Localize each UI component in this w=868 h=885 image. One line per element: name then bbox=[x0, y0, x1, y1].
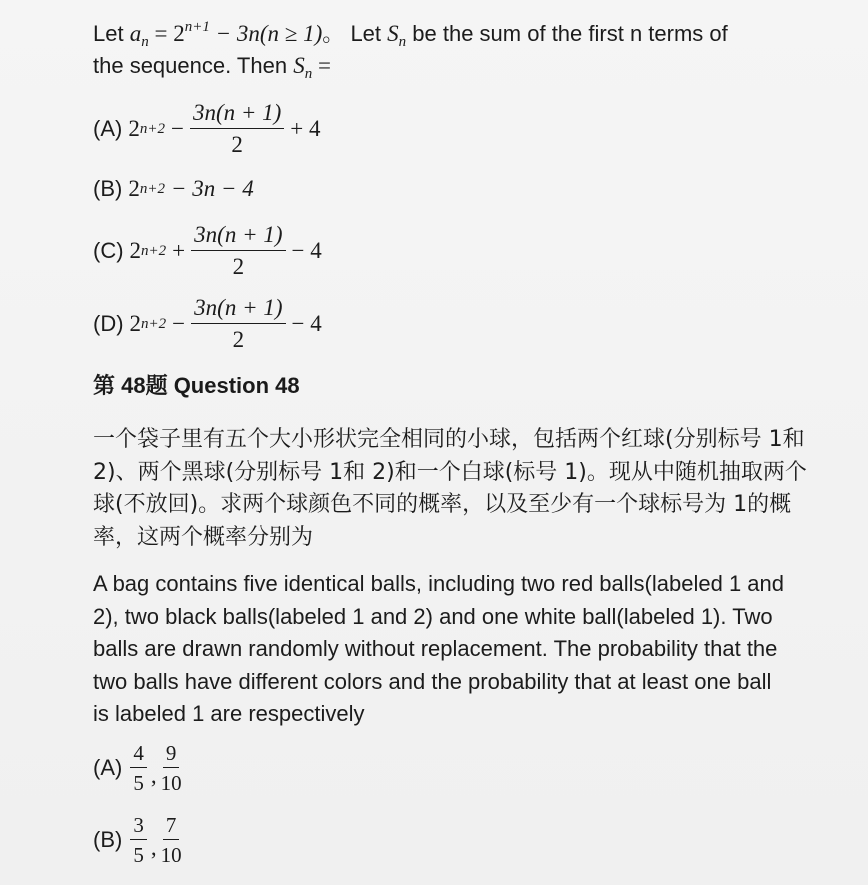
fraction-denominator: 5 bbox=[133, 843, 144, 867]
option-label: (B) bbox=[93, 176, 123, 201]
option-fraction bbox=[191, 295, 285, 353]
option-base: 2 bbox=[129, 311, 142, 336]
option-separator: , bbox=[150, 763, 157, 788]
stem-word: Let bbox=[93, 21, 124, 46]
then-sum bbox=[293, 53, 313, 82]
option-base: 2 bbox=[128, 176, 140, 201]
fraction-numerator: 9 bbox=[163, 741, 180, 768]
option-label: (B) bbox=[93, 827, 123, 852]
option-tail: − 4 bbox=[291, 238, 322, 263]
chinese-line: 一个袋子里有五个大小形状完全相同的小球，包括两个红球(分别标号 1和 bbox=[93, 427, 805, 452]
sum-term bbox=[387, 21, 407, 50]
q47-option-d[interactable]: (D) 2 n+2 − $\frac{3n(n + 1)}{2}$ − 4 bbox=[93, 295, 322, 352]
fraction-denominator: 2 bbox=[232, 327, 245, 352]
option-label: (D) bbox=[93, 311, 124, 336]
stem-period: 。 bbox=[322, 21, 345, 46]
option-label: (A) bbox=[93, 755, 123, 780]
stem-line-1 bbox=[93, 18, 833, 50]
chinese-line: 球(不放回)。求两个球颜色不同的概率，以及至少有一个球标号为 1的概 bbox=[93, 492, 792, 517]
option-separator: , bbox=[150, 835, 157, 860]
option-fraction-2 bbox=[161, 813, 182, 867]
option-operator: − bbox=[172, 311, 186, 336]
sum-subscript: n bbox=[398, 34, 407, 50]
fraction-numerator: 3n(n + 1) bbox=[191, 295, 285, 324]
chinese-line: 率，这两个概率分别为 bbox=[93, 524, 314, 550]
english-line: is labeled 1 are respectively bbox=[93, 701, 365, 726]
option-rest: − 3n − 4 bbox=[170, 176, 254, 201]
fraction-denominator: 5 bbox=[133, 771, 144, 795]
stem-line2-text: the sequence. Then bbox=[93, 53, 288, 78]
fraction-denominator: 10 bbox=[160, 843, 182, 867]
question-48-heading: 第 48题 Question 48 bbox=[93, 373, 300, 398]
seq-exponent: n+1 bbox=[184, 19, 210, 35]
chinese-line: 2)、两个黑球(分别标号 1和 2)和一个白球(标号 1)。现从中随机抽取两个 bbox=[93, 459, 807, 485]
seq-rest: − 3n(n ≥ 1) bbox=[209, 21, 323, 46]
stem-line-2 bbox=[93, 50, 833, 82]
option-fraction-1 bbox=[130, 813, 147, 867]
option-label: (C) bbox=[93, 238, 124, 263]
seq-symbol: a bbox=[129, 21, 142, 46]
question-48-english bbox=[93, 568, 833, 731]
english-line: A bag contains five identical balls, including two red balls(labeled 1 and bbox=[93, 571, 784, 596]
q47-option-c[interactable]: (C) 2 n+2 + $\frac{3n(n + 1)}{2}$ − 4 bbox=[93, 222, 322, 279]
english-line: two balls have different colors and the probability that at least one ball bbox=[93, 668, 772, 694]
option-operator: + bbox=[172, 238, 186, 263]
english-line: 2), two black balls(labeled 1 and 2) and one white ball(labeled 1). Two bbox=[93, 603, 773, 629]
option-fraction bbox=[190, 100, 284, 158]
option-fraction-2 bbox=[161, 741, 182, 795]
question-48-chinese bbox=[93, 424, 833, 554]
option-base: 2 bbox=[128, 116, 140, 141]
option-base: 2 bbox=[129, 238, 142, 263]
seq-subscript: n bbox=[141, 34, 149, 50]
q48-option-b[interactable] bbox=[93, 813, 184, 867]
fraction-numerator: 3n(n + 1) bbox=[190, 100, 284, 129]
option-operator: − bbox=[170, 116, 184, 141]
fraction-numerator: 3n(n + 1) bbox=[191, 222, 285, 251]
fraction-denominator: 2 bbox=[232, 254, 245, 279]
q48-option-a[interactable] bbox=[93, 741, 184, 795]
seq-equals: = 2 bbox=[148, 21, 185, 46]
option-fraction-1 bbox=[130, 741, 147, 795]
then-subscript: n bbox=[304, 66, 313, 82]
fraction-denominator: 10 bbox=[160, 771, 182, 795]
option-tail: − 4 bbox=[291, 311, 322, 336]
then-symbol: S bbox=[293, 53, 305, 78]
q47-option-a[interactable]: (A) 2 n+2 − $\frac{3n(n + 1)}{2}$ + 4 bbox=[93, 100, 321, 157]
option-label: (A) bbox=[93, 116, 123, 141]
q47-option-b[interactable]: (B) 2 n+2 − 3n − 4 bbox=[93, 176, 254, 201]
then-equals: = bbox=[312, 53, 331, 78]
question-47-stem bbox=[93, 18, 833, 82]
english-line: balls are drawn randomly without replacement. The probability that the bbox=[93, 636, 778, 661]
fraction-numerator: 4 bbox=[130, 741, 147, 768]
fraction-numerator: 7 bbox=[163, 813, 180, 840]
sum-symbol: S bbox=[387, 21, 399, 46]
option-tail: + 4 bbox=[290, 116, 321, 141]
stem-word-2: Let bbox=[350, 21, 382, 46]
option-fraction bbox=[191, 222, 285, 280]
stem-tail: be the sum of the first n terms of bbox=[412, 21, 728, 46]
fraction-numerator: 3 bbox=[130, 813, 147, 840]
fraction-denominator: 2 bbox=[231, 132, 243, 157]
sequence-term bbox=[129, 21, 149, 50]
